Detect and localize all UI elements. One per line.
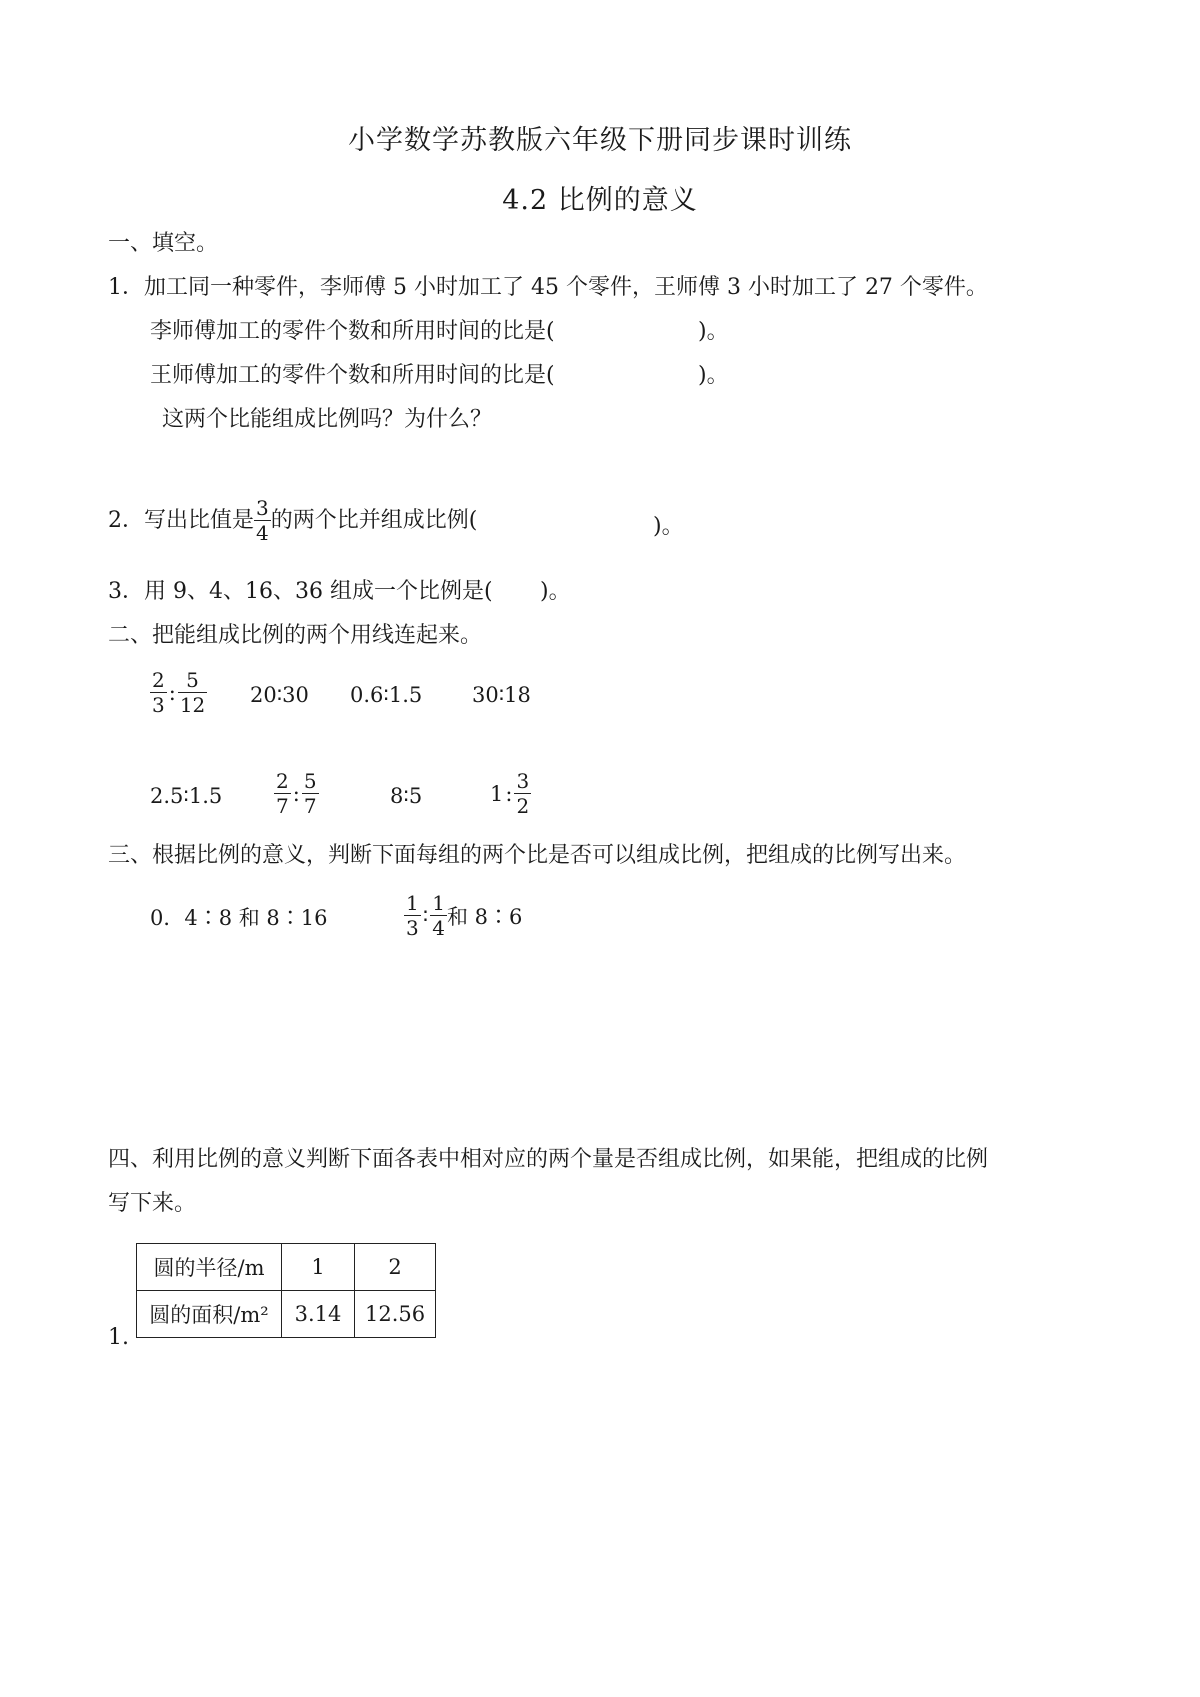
fraction-denominator: 3 [406, 916, 419, 940]
table-row [137, 1244, 436, 1291]
fraction-numerator: 5 [303, 769, 317, 793]
fraction-denominator: 12 [179, 693, 206, 717]
ratio-colon: ∶ [422, 903, 429, 928]
question-1-line-2: 王师傅加工的零件个数和所用时间的比是( [150, 363, 555, 388]
section-heading-match: 二、把能组成比例的两个用线连起来。 [108, 623, 483, 648]
table-cell: 12.56 [355, 1291, 436, 1338]
question-1-line-1: 李师傅加工的零件个数和所用时间的比是( [150, 319, 555, 344]
ratio-20-30: 20∶30 [250, 683, 309, 707]
table-cell: 3.14 [282, 1291, 355, 1338]
ratio-8-5: 8∶5 [390, 784, 423, 808]
table-row [137, 1291, 436, 1338]
question-1-line-2-end: )。 [698, 363, 729, 388]
page-title: 小学数学苏教版六年级下册同步课时训练 [348, 125, 852, 156]
table-cell: 2 [355, 1244, 436, 1291]
table-cell: 圆的面积/m² [137, 1291, 282, 1338]
radius-area-table [136, 1243, 436, 1338]
question-1-stem: 1．加工同一种零件，李师傅 5 小时加工了 45 个零件，王师傅 3 小时加工了 27 个零件。 [108, 275, 988, 300]
question-3-end: )。 [540, 579, 571, 604]
judge-item-1: 0．4∶8 和 8∶16 [150, 906, 328, 930]
judge-item-2 [404, 893, 522, 938]
fraction-denominator: 3 [152, 693, 165, 717]
table-item-number: 1. [108, 1325, 129, 1350]
section-heading-table-line-2: 写下来。 [108, 1191, 197, 1216]
fraction [430, 893, 447, 938]
question-2 [108, 498, 477, 543]
question-2-end: )。 [653, 514, 684, 539]
ratio-2-5-1-5: 2.5∶1.5 [150, 784, 223, 808]
fraction-numerator: 1 [406, 891, 419, 915]
fraction-numerator: 2 [276, 769, 289, 793]
ratio-2-3-to-5-12 [150, 670, 207, 715]
fraction-numerator: 1 [432, 891, 445, 915]
question-3: 3．用 9、4、16、36 组成一个比例是( [108, 579, 493, 604]
ratio-1-to-3-2 [490, 771, 531, 816]
ratio-colon: : [292, 781, 300, 806]
judge-item-2-suffix: 和 8∶6 [446, 904, 523, 929]
fraction [514, 771, 531, 816]
section-heading-fill-blanks: 一、填空。 [108, 231, 219, 256]
ratio-0-6-1-5: 0.6∶1.5 [350, 683, 423, 707]
question-1-line-1-end: )。 [698, 319, 729, 344]
fraction-numerator: 5 [186, 668, 199, 692]
fraction [178, 670, 207, 715]
fraction [274, 771, 291, 816]
fraction [150, 670, 167, 715]
fraction-denominator: 7 [303, 794, 317, 818]
ratio-colon: : [168, 680, 176, 705]
fraction-numerator: 2 [152, 668, 165, 692]
ratio-term: 1 [490, 781, 504, 806]
section-heading-table-line-1: 四、利用比例的意义判断下面各表中相对应的两个量是否组成比例，如果能，把组成的比例 [108, 1147, 989, 1172]
fraction [302, 771, 319, 816]
section-heading-judge: 三、根据比例的意义，判断下面每组的两个比是否可以组成比例，把组成的比例写出来。 [108, 843, 967, 868]
table-cell: 1 [282, 1244, 355, 1291]
fraction-three-quarters [254, 498, 271, 543]
question-2-suffix: 的两个比并组成比例( [270, 507, 478, 533]
ratio-2-7-to-5-7 [274, 771, 319, 816]
fraction [404, 893, 421, 938]
ratio-30-18: 30∶18 [472, 683, 531, 707]
fraction-denominator: 4 [256, 521, 269, 545]
fraction-denominator: 4 [432, 916, 445, 940]
question-2-prefix: 2．写出比值是 [108, 507, 254, 533]
fraction-numerator: 3 [516, 769, 530, 793]
table-cell: 圆的半径/m [137, 1244, 282, 1291]
fraction-denominator: 7 [276, 794, 289, 818]
ratio-colon: : [505, 781, 513, 806]
question-1-line-3: 这两个比能组成比例吗？为什么？ [162, 407, 493, 432]
fraction-denominator: 2 [516, 794, 530, 818]
fraction-numerator: 3 [256, 496, 269, 520]
data-table [136, 1243, 436, 1338]
lesson-title: 4.2 比例的意义 [502, 185, 698, 216]
